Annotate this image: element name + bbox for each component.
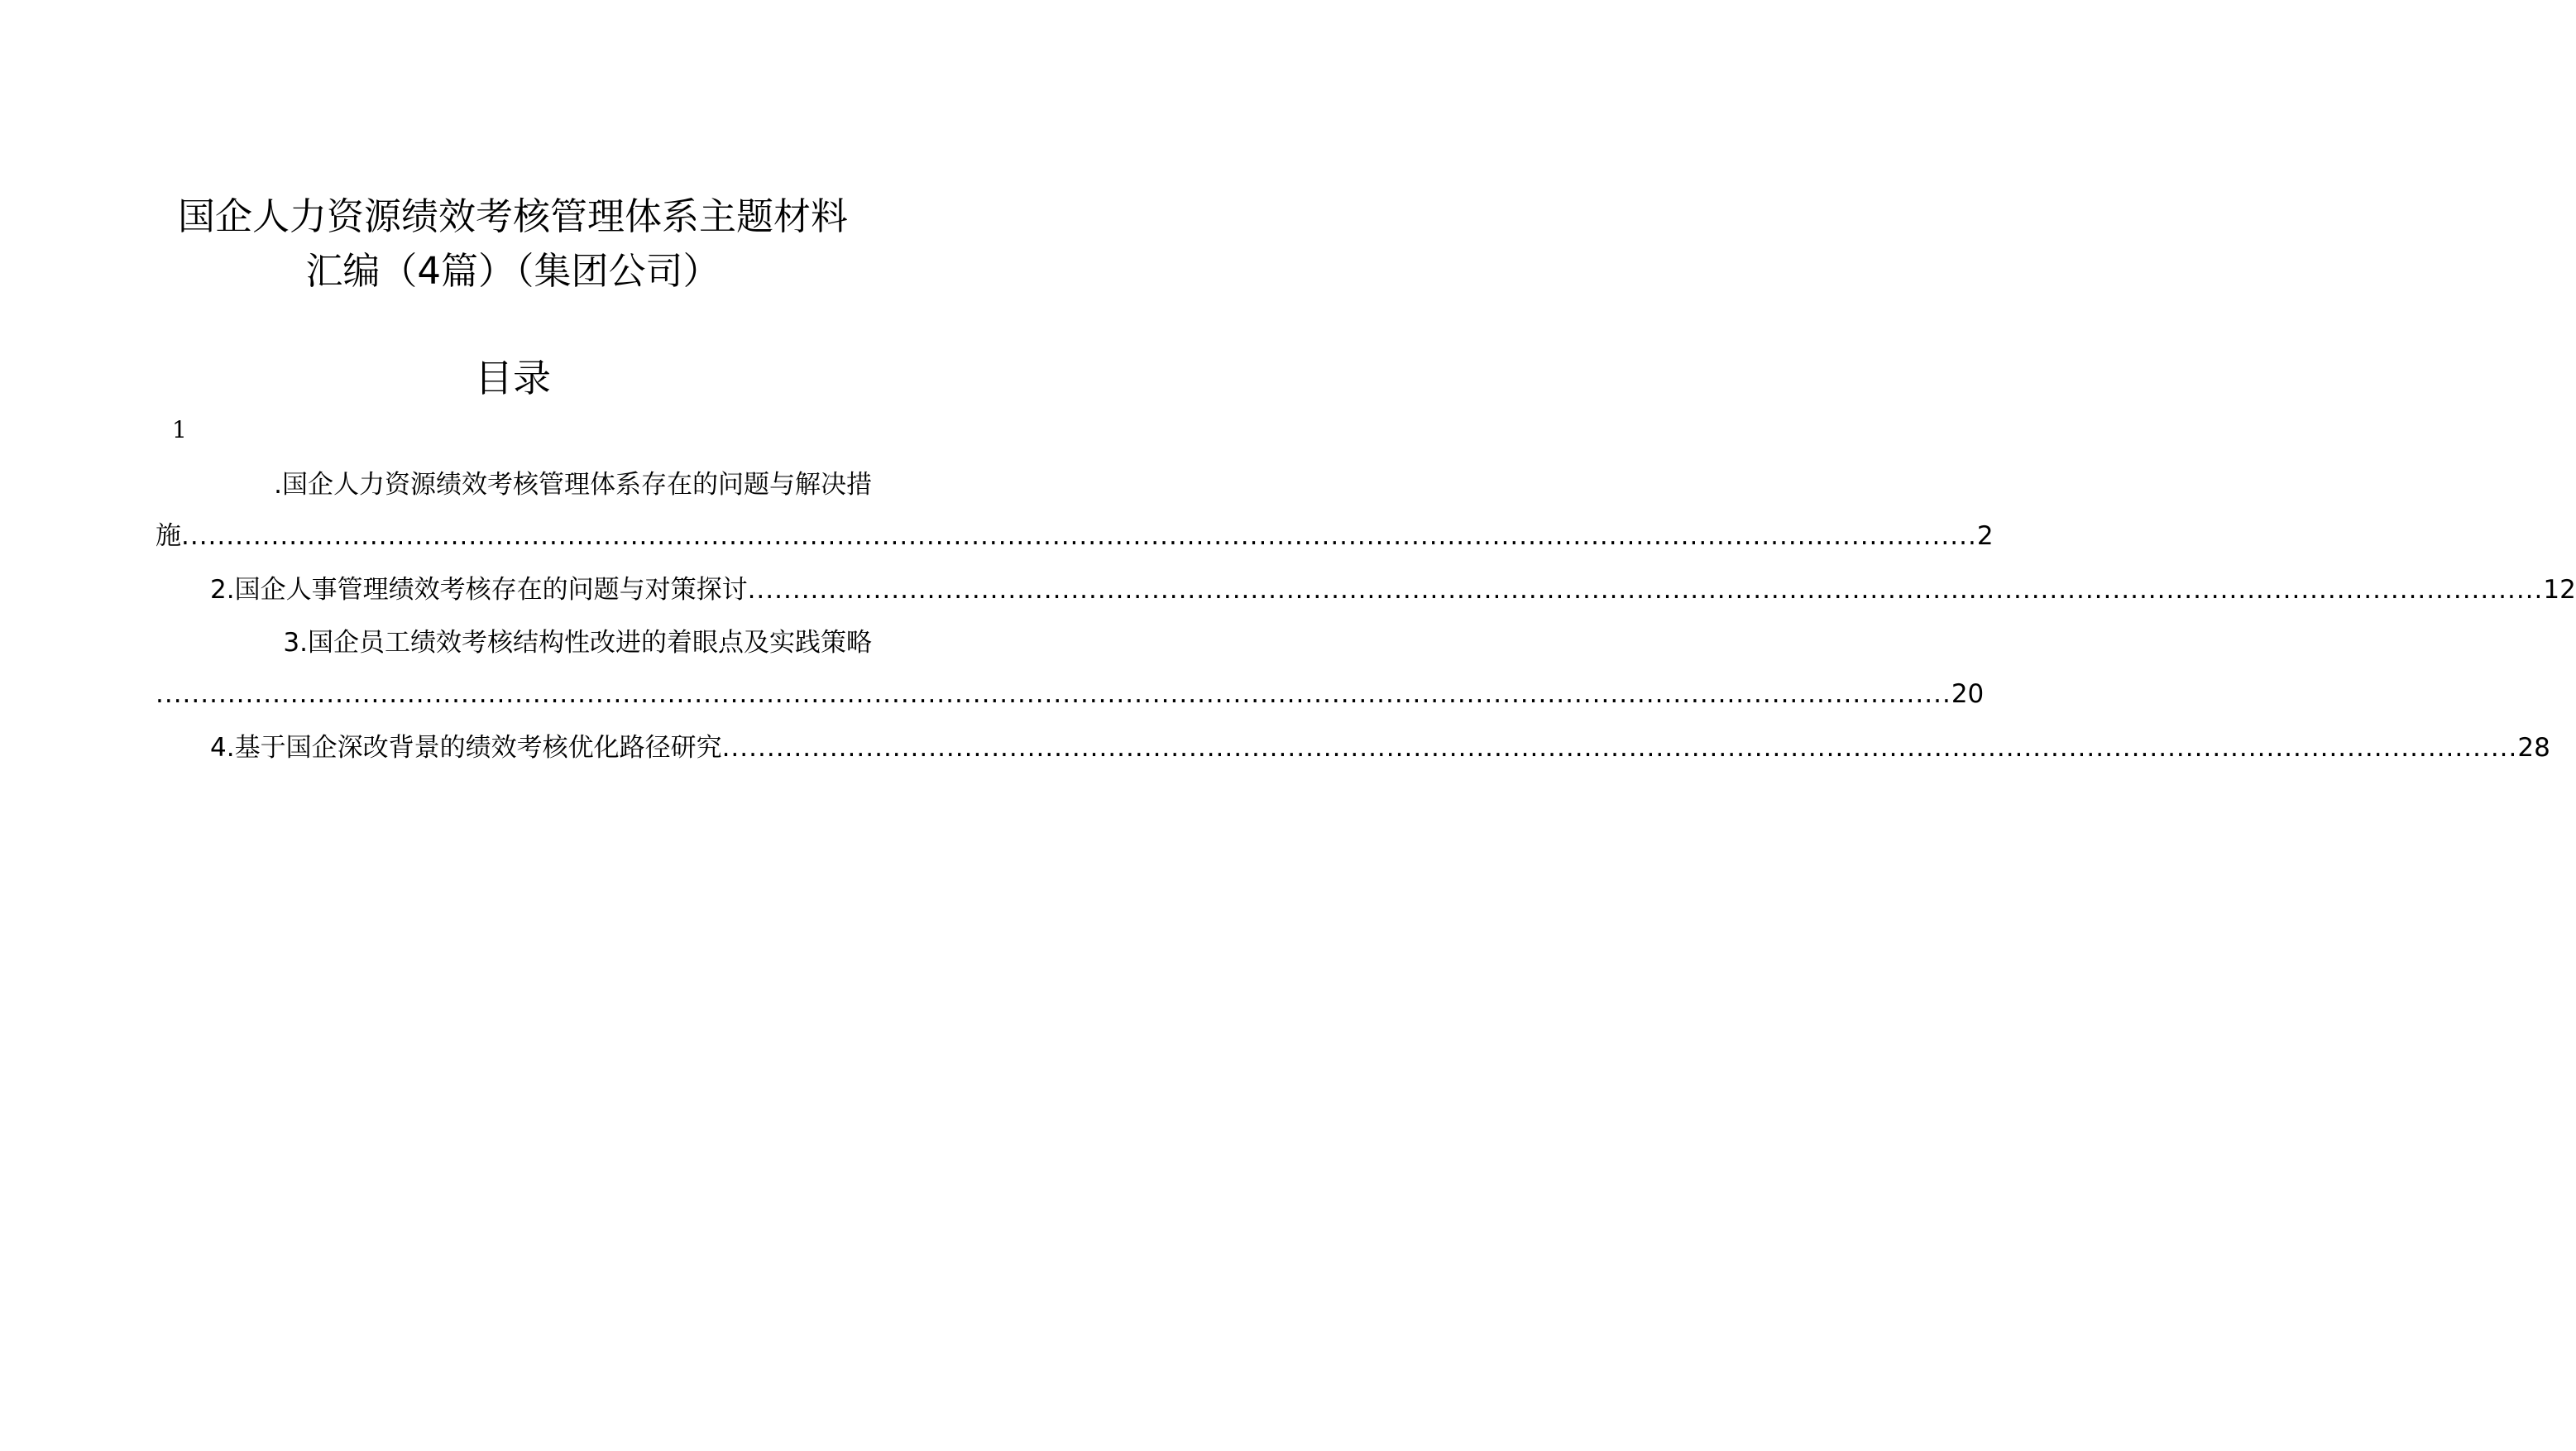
toc-entry-1-number: 1 bbox=[172, 416, 187, 443]
toc-entry-2-page: 12 bbox=[2543, 575, 2576, 605]
toc-entry-3-page: 20 bbox=[1951, 679, 1985, 709]
toc-entry-1-line-2[interactable] bbox=[156, 515, 1994, 558]
toc-entry-3-line-2[interactable] bbox=[156, 673, 1985, 716]
toc-leader-dots: ........................................................................................................................................................................................................ bbox=[747, 575, 2544, 605]
toc-entry-4-title: 4.基于国企深改背景的绩效考核优化路径研究 bbox=[210, 733, 722, 763]
toc-entry-1-page: 2 bbox=[1976, 521, 1994, 551]
toc-heading: 目录 bbox=[475, 356, 551, 400]
toc-entry-1-line-1[interactable] bbox=[156, 463, 872, 506]
document-title-line-1: 国企人力资源绩效考核管理体系主题材料 bbox=[177, 194, 848, 238]
toc-entry-1-title-cont: 施 bbox=[156, 521, 181, 551]
toc-leader-dots: ........................................................................................................................................................................................................ bbox=[181, 521, 1977, 551]
toc-entry-4[interactable] bbox=[210, 726, 2550, 769]
toc-entry-4-page: 28 bbox=[2517, 733, 2550, 763]
document-title-line-2: 汇编（4篇）（集团公司） bbox=[305, 249, 721, 293]
toc-leader-dots: ........................................................................................................................................................................................................ bbox=[156, 679, 1951, 709]
toc-entry-2[interactable] bbox=[210, 568, 2576, 611]
toc-entry-3-title: 3.国企员工绩效考核结构性改进的着眼点及实践策略 bbox=[283, 628, 872, 658]
toc-entry-2-title: 2.国企人事管理绩效考核存在的问题与对策探讨 bbox=[210, 575, 748, 605]
toc-leader-dots: ........................................................................................................................................................................................................ bbox=[721, 733, 2518, 763]
toc-entry-3-line-1[interactable] bbox=[156, 621, 872, 664]
toc-entry-1-title: .国企人力资源绩效考核管理体系存在的问题与解决措 bbox=[274, 470, 872, 500]
